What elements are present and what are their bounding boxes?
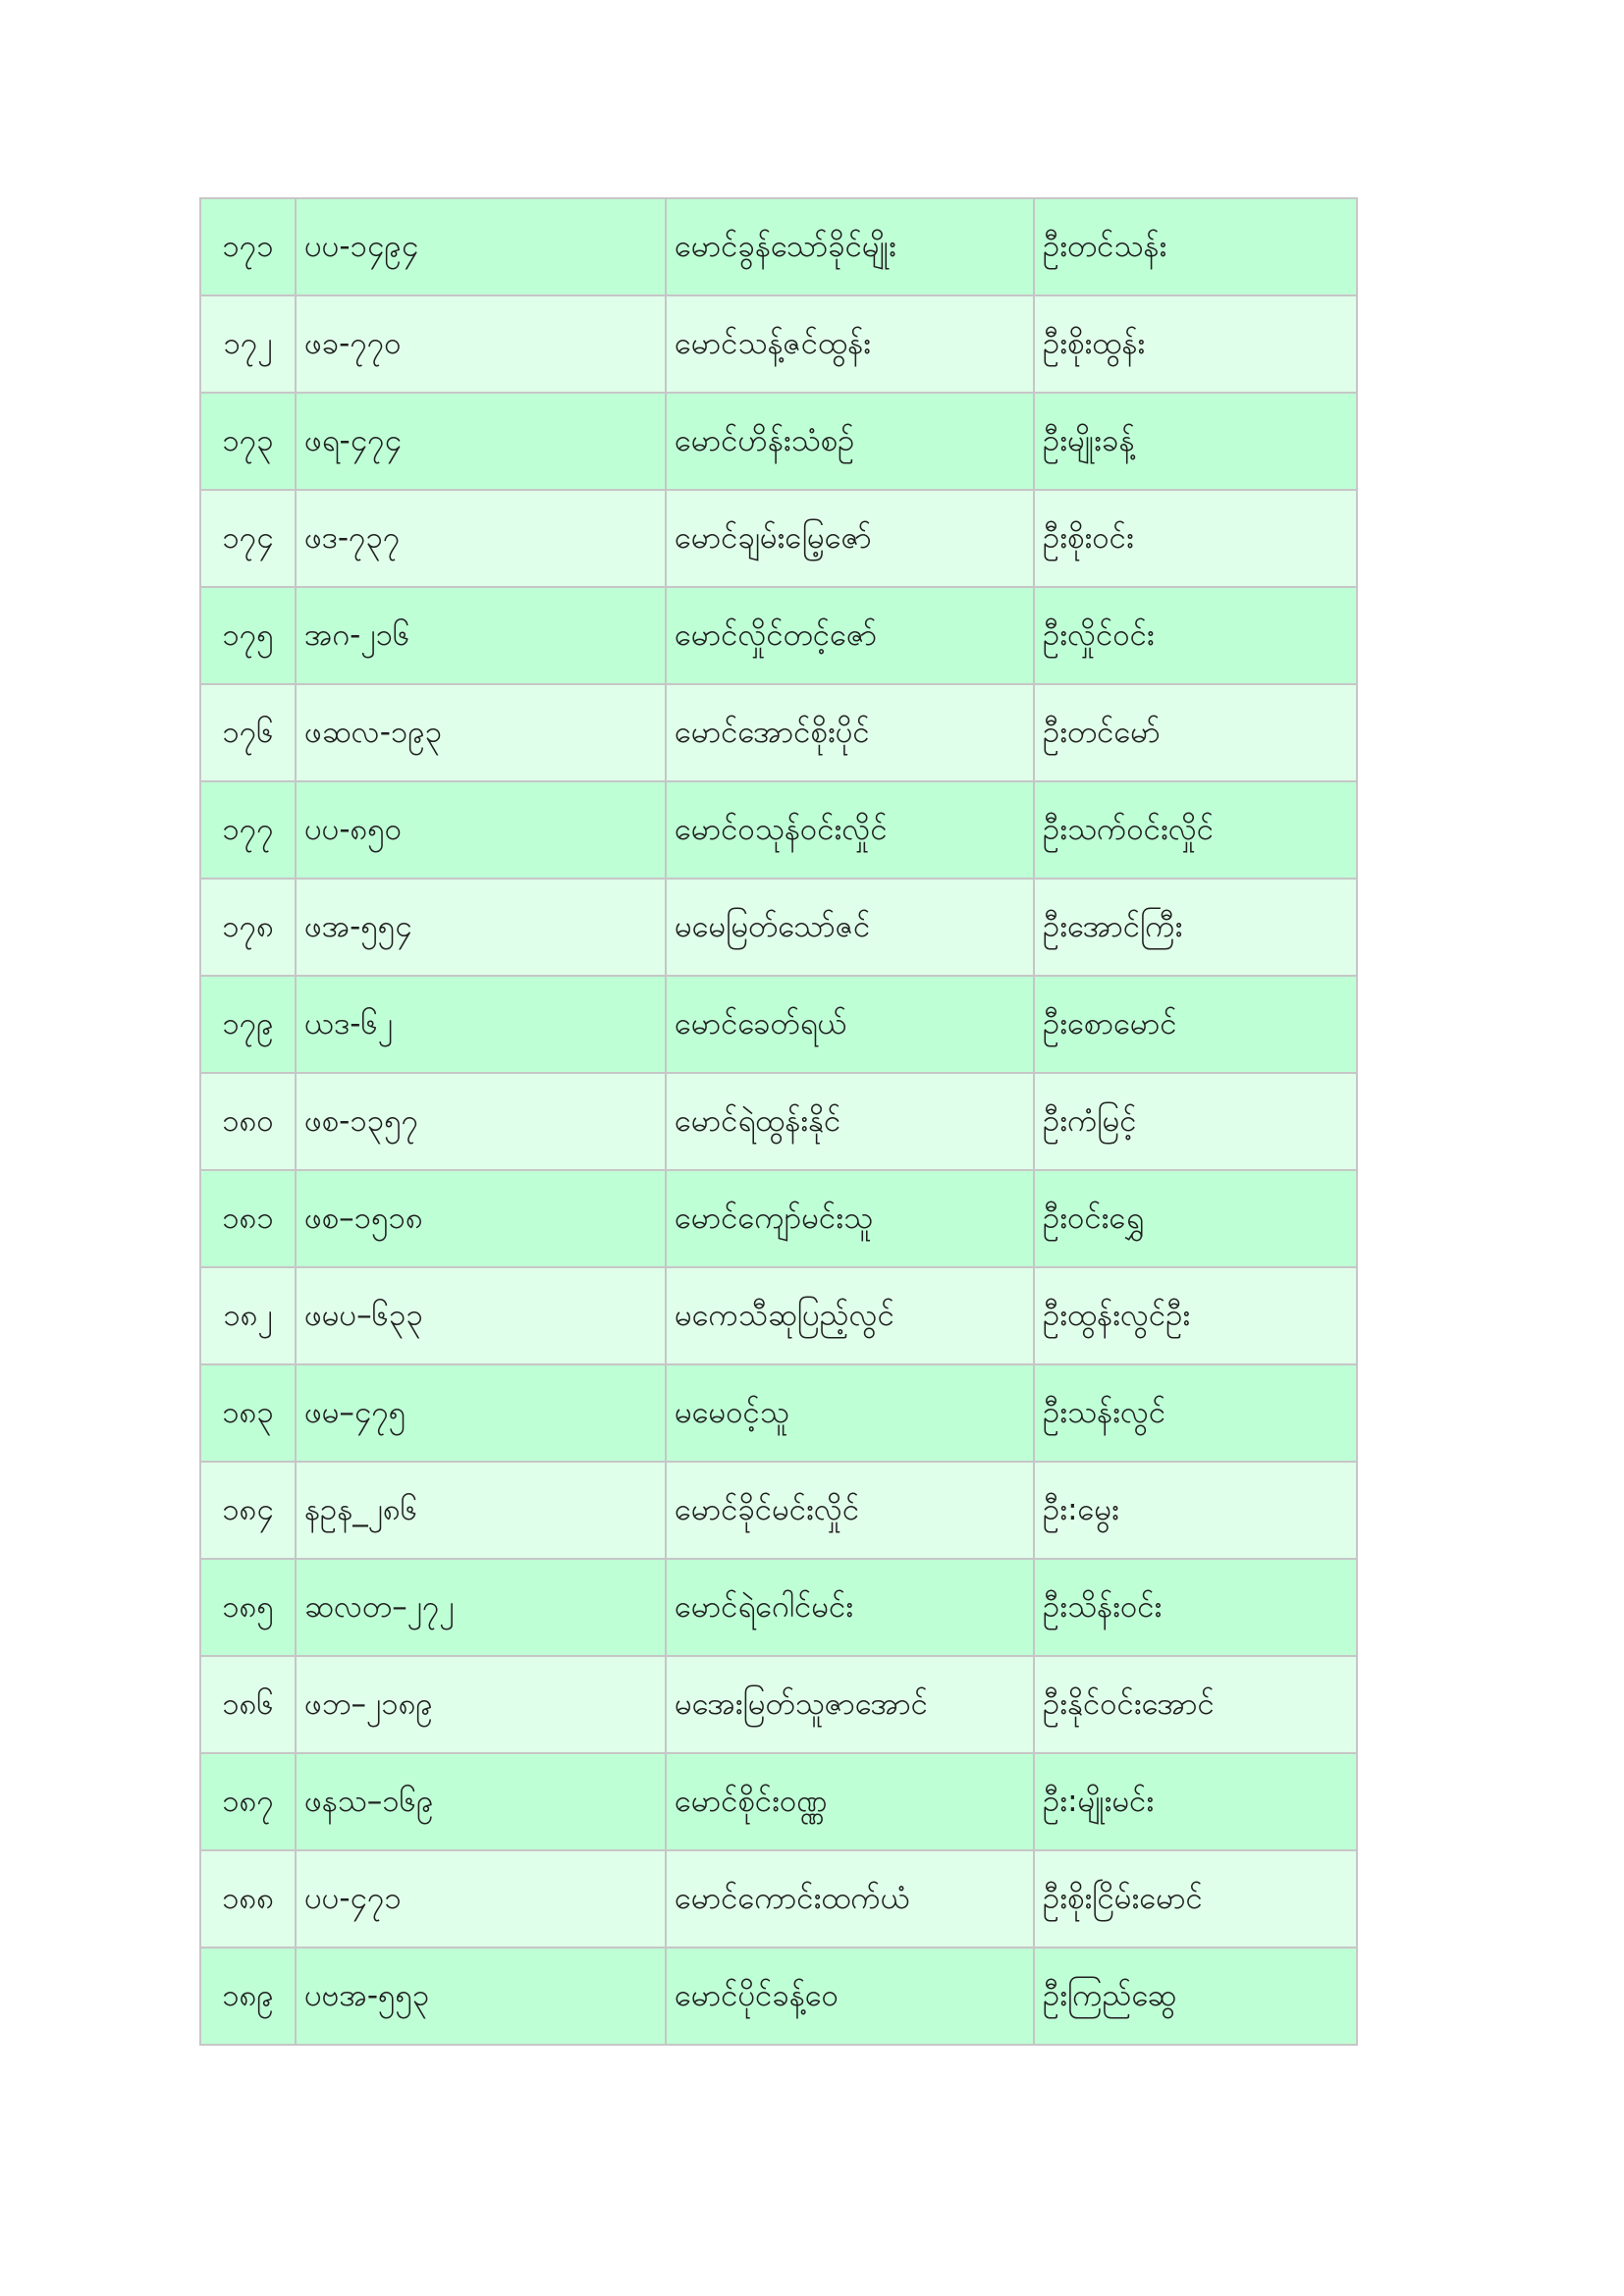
cell-father-name: ဦးသိန်းဝင်း (1034, 1559, 1357, 1656)
cell-student-name: မောင်ဝသုန်ဝင်းလှိုင် (666, 781, 1034, 879)
cell-number: ၁၈၅ (200, 1559, 296, 1656)
cell-roll-number: ဆလတ–၂၇၂ (296, 1559, 666, 1656)
table-row (200, 781, 1357, 879)
cell-roll-number: ဖဒ-၇၃၇ (296, 490, 666, 587)
table-row (200, 1656, 1357, 1753)
table-row (200, 198, 1357, 295)
cell-number: ၁၇၉ (200, 976, 296, 1073)
cell-roll-number: ဖနသ–၁၆၉ (296, 1753, 666, 1850)
cell-roll-number: ဖရ-၄၇၄ (296, 393, 666, 490)
cell-roll-number: ယဒ-၆၂ (296, 976, 666, 1073)
cell-student-name: မောင်ပိုင်ခန့်ဝေ (666, 1948, 1034, 2045)
cell-student-name: မောင်ခွန်သော်ခိုင်မျိုး (666, 198, 1034, 295)
cell-father-name: ဦးစိုးဝင်း (1034, 490, 1357, 587)
table-row (200, 490, 1357, 587)
cell-father-name: ဦးနိုင်ဝင်းအောင် (1034, 1656, 1357, 1753)
cell-roll-number: ပပ-၄၇၁ (296, 1850, 666, 1948)
cell-father-name: ဦးဝင်းရွှေ (1034, 1170, 1357, 1267)
cell-number: ၁၈၂ (200, 1267, 296, 1364)
cell-student-name: မောင်အောင်စိုးပိုင် (666, 684, 1034, 781)
cell-student-name: မမေဝင့်သူ (666, 1364, 1034, 1462)
cell-father-name: ဦးမျိုးခန့် (1034, 393, 1357, 490)
cell-roll-number: ဖမ–၄၇၅ (296, 1364, 666, 1462)
cell-father-name: ဦးအောင်ကြီး (1034, 879, 1357, 976)
cell-number: ၁၈၁ (200, 1170, 296, 1267)
cell-number: ၁၇၃ (200, 393, 296, 490)
cell-roll-number: ဖစ-၁၃၅၇ (296, 1073, 666, 1170)
cell-number: ၁၈၈ (200, 1850, 296, 1948)
cell-student-name: မမေမြတ်သော်ဇင် (666, 879, 1034, 976)
cell-roll-number: ပပ-၁၄၉၄ (296, 198, 666, 295)
cell-number: ၁၇၈ (200, 879, 296, 976)
cell-father-name: ဦးတင်မော် (1034, 684, 1357, 781)
table-body (200, 198, 1357, 2045)
table-row (200, 1462, 1357, 1559)
cell-father-name: ဦးစောမောင် (1034, 976, 1357, 1073)
cell-student-name: မောင်သန့်ဇင်ထွန်း (666, 295, 1034, 393)
table-row (200, 1073, 1357, 1170)
cell-father-name: ဦးကြည်ဆွေ (1034, 1948, 1357, 2045)
cell-roll-number: ဖစ–၁၅၁၈ (296, 1170, 666, 1267)
cell-student-name: မောင်ကျော်မင်းသူ (666, 1170, 1034, 1267)
cell-student-name: မောင်ခေတ်ရယ် (666, 976, 1034, 1073)
cell-father-name: ဦး:မွေး (1034, 1462, 1357, 1559)
table-row (200, 1948, 1357, 2045)
cell-father-name: ဦးစိုးငြိမ်းမောင် (1034, 1850, 1357, 1948)
cell-father-name: ဦးသန်းလွင် (1034, 1364, 1357, 1462)
cell-number: ၁၇၂ (200, 295, 296, 393)
cell-student-name: မောင်ချမ်းမြေ့ဇော် (666, 490, 1034, 587)
cell-number: ၁၇၆ (200, 684, 296, 781)
table-row (200, 1753, 1357, 1850)
table-row (200, 1170, 1357, 1267)
cell-roll-number: ဖဘ–၂၁၈၉ (296, 1656, 666, 1753)
table-row (200, 295, 1357, 393)
cell-roll-number: ပပ-၈၅၀ (296, 781, 666, 879)
cell-number: ၁၈၆ (200, 1656, 296, 1753)
results-table (199, 197, 1358, 2046)
cell-number: ၁၈၃ (200, 1364, 296, 1462)
cell-father-name: ဦးထွန်းလွင်ဦး (1034, 1267, 1357, 1364)
cell-roll-number: ဖခ-၇၇၀ (296, 295, 666, 393)
table-row (200, 1364, 1357, 1462)
cell-roll-number: နဥန_၂၈၆ (296, 1462, 666, 1559)
cell-roll-number: ဖဆလ-၁၉၃ (296, 684, 666, 781)
cell-father-name: ဦးတင်သန်း (1034, 198, 1357, 295)
cell-student-name: မကေသီဆုပြည့်လွင် (666, 1267, 1034, 1364)
table-row (200, 1559, 1357, 1656)
cell-father-name: ဦးစိုးထွန်း (1034, 295, 1357, 393)
cell-number: ၁၇၄ (200, 490, 296, 587)
table-row (200, 1850, 1357, 1948)
cell-student-name: မောင်ရဲဂေါင်မင်း (666, 1559, 1034, 1656)
cell-number: ၁၈၉ (200, 1948, 296, 2045)
cell-student-name: မောင်စိုင်းဝဏ္ဏ (666, 1753, 1034, 1850)
cell-number: ၁၇၁ (200, 198, 296, 295)
table-row (200, 879, 1357, 976)
cell-number: ၁၇၇ (200, 781, 296, 879)
table-row (200, 1267, 1357, 1364)
cell-number: ၁၈၄ (200, 1462, 296, 1559)
cell-father-name: ဦးလှိုင်ဝင်း (1034, 587, 1357, 684)
cell-student-name: မအေးမြတ်သူဇာအောင် (666, 1656, 1034, 1753)
cell-student-name: မောင်လှိုင်တင့်ဇော် (666, 587, 1034, 684)
cell-student-name: မောင်ဟိန်းသံစဉ် (666, 393, 1034, 490)
cell-father-name: ဦး:မျိုးမင်း (1034, 1753, 1357, 1850)
table-row (200, 976, 1357, 1073)
table-row (200, 587, 1357, 684)
cell-father-name: ဦးသက်ဝင်းလှိုင် (1034, 781, 1357, 879)
cell-number: ၁၈၀ (200, 1073, 296, 1170)
cell-number: ၁၇၅ (200, 587, 296, 684)
cell-student-name: မောင်ကောင်းထက်ယံ (666, 1850, 1034, 1948)
cell-number: ၁၈၇ (200, 1753, 296, 1850)
cell-father-name: ဦးကံမြင့် (1034, 1073, 1357, 1170)
table-row (200, 393, 1357, 490)
cell-roll-number: အဂ-၂၁၆ (296, 587, 666, 684)
cell-student-name: မောင်ခိုင်မင်းလှိုင် (666, 1462, 1034, 1559)
cell-roll-number: ပဗအ-၅၅၃ (296, 1948, 666, 2045)
table-row (200, 684, 1357, 781)
cell-roll-number: ဖမပ–၆၃၃ (296, 1267, 666, 1364)
cell-roll-number: ဖအ-၅၅၄ (296, 879, 666, 976)
cell-student-name: မောင်ရဲထွန်းနိုင် (666, 1073, 1034, 1170)
